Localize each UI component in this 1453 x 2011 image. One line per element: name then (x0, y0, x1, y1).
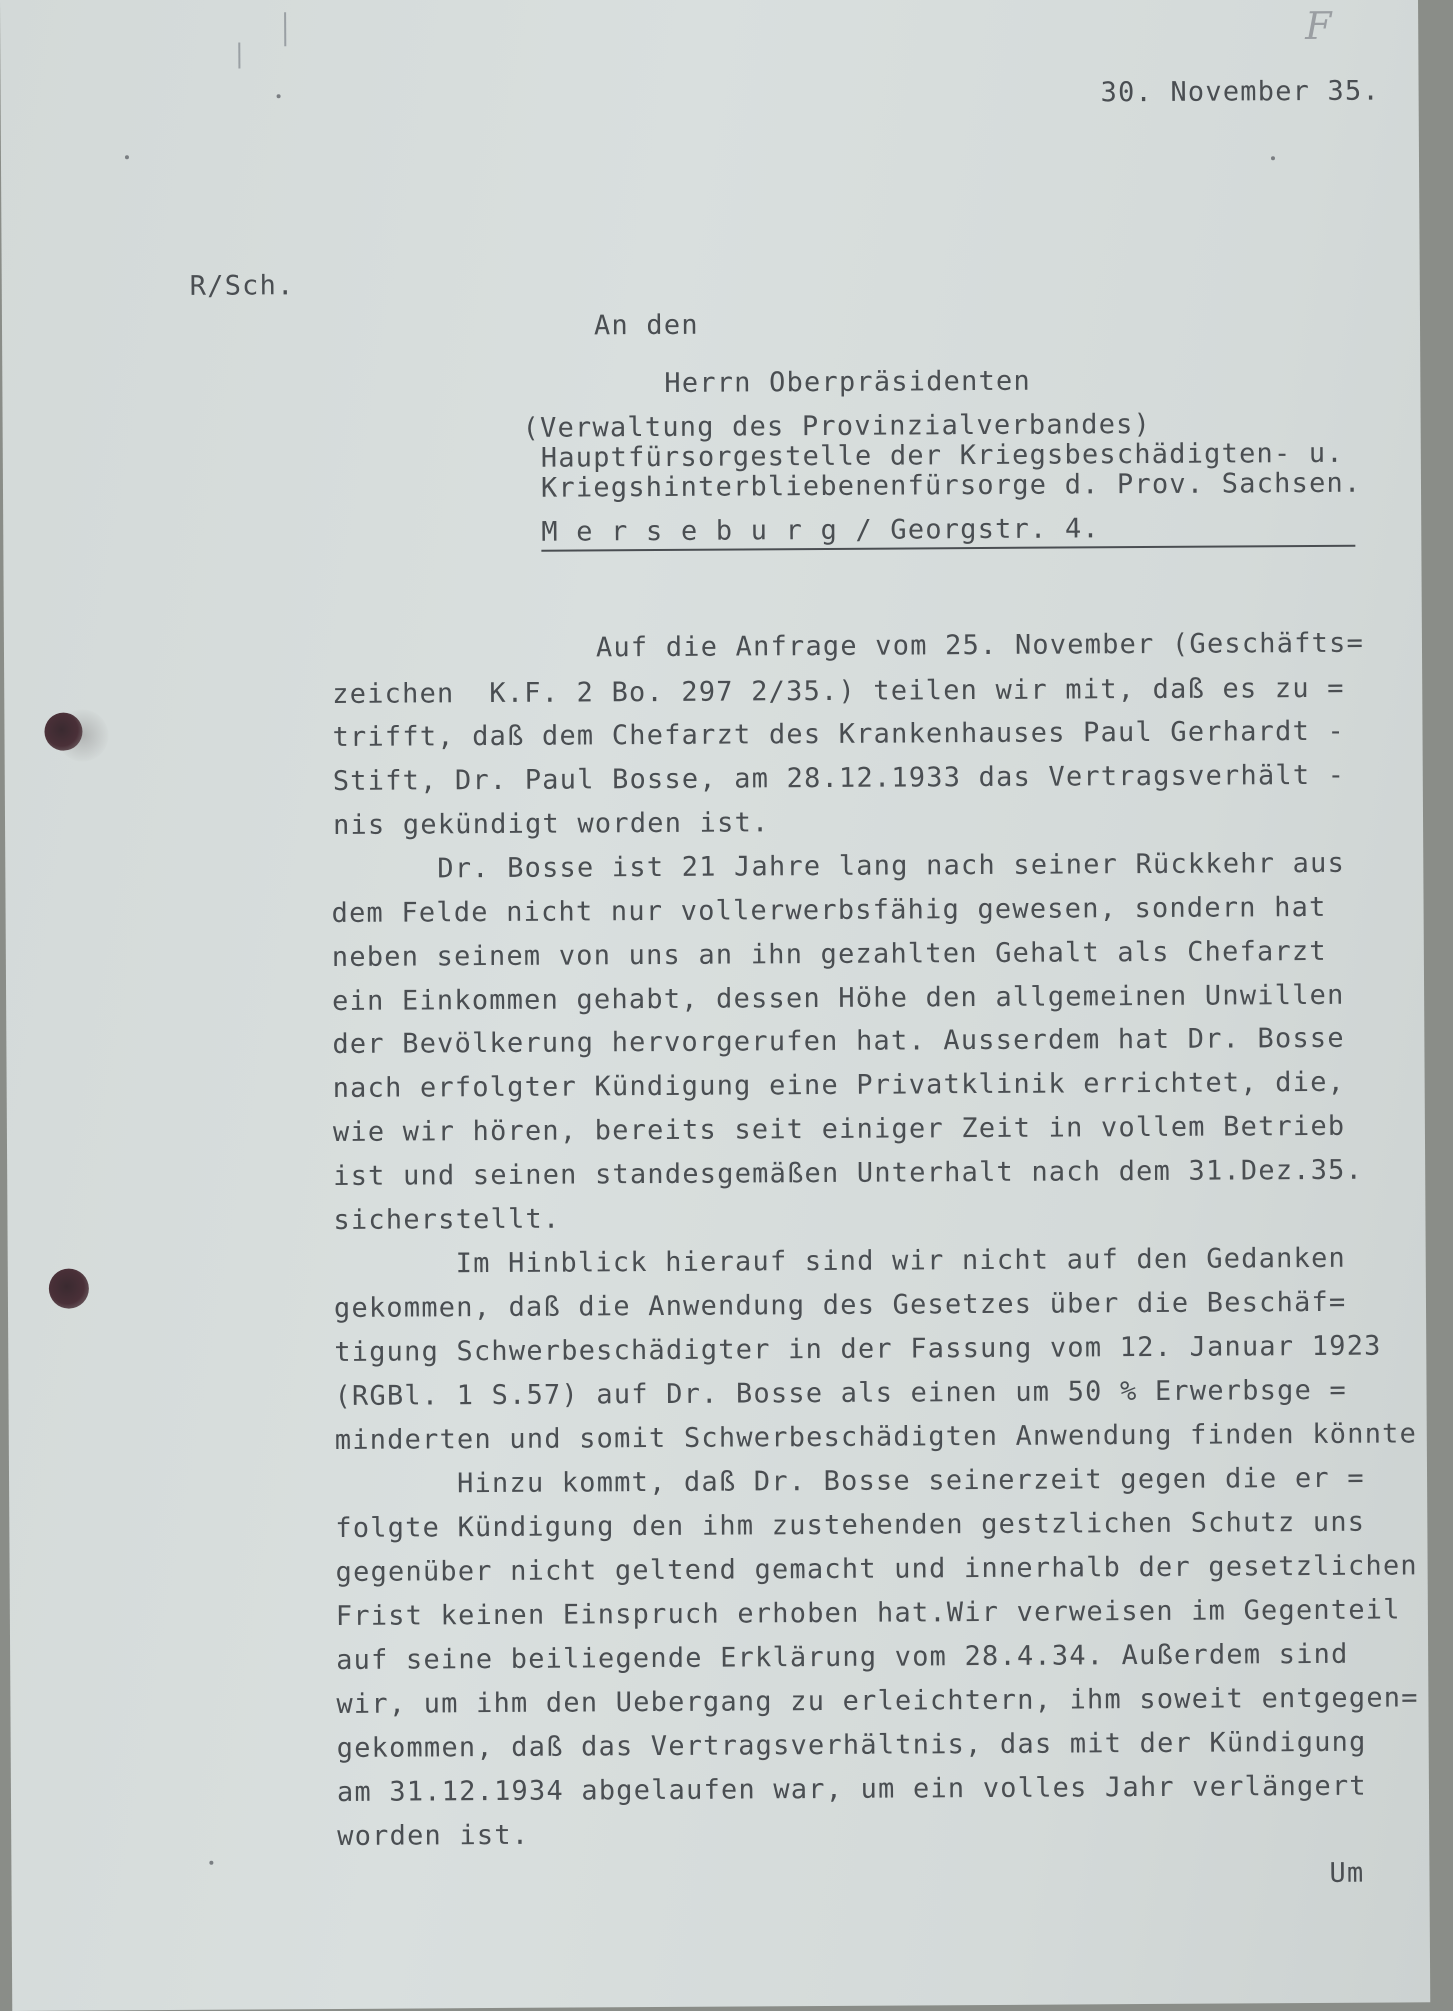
body-line: Frist keinen Einspruch erhoben hat.Wir verweisen im Gegenteil (335, 1594, 1401, 1632)
body-line: Im Hinblick hierauf sind wir nicht auf den Gedanken (455, 1242, 1347, 1280)
body-line: Dr. Bosse ist 21 Jahre lang nach seiner Rückkehr aus (437, 847, 1346, 885)
body-line: Auf die Anfrage vom 25. November (Geschäfts= (595, 627, 1365, 664)
catchword: Um (1329, 1857, 1365, 1889)
letter-date: 30. November 35. (1100, 75, 1380, 109)
body-line: sicherstellt. (333, 1203, 561, 1236)
body-line: minderten und somit Schwerbeschädigten Anwendung finden könnte (334, 1418, 1418, 1456)
body-line: am 31.12.1934 abgelaufen war, um ein volles Jahr verlängert (336, 1770, 1367, 1808)
body-line: der Bevölkerung hervorgerufen hat. Ausserdem hat Dr. Bosse (332, 1022, 1345, 1060)
address-line-2: Hauptfürsorgestelle der Kriegsbeschädigten- u. (540, 437, 1344, 474)
address-city-line: M e r s e b u r g / Georgstr. 4. (541, 514, 1355, 552)
body-line: Hinzu kommt, daß Dr. Bosse seinerzeit gegen die er = (456, 1462, 1365, 1500)
punch-hole (49, 1268, 89, 1308)
scratch-mark (238, 43, 240, 69)
body-line: wir, um ihm den Uebergang zu erleichtern, ihm soweit entgegen= (336, 1682, 1419, 1720)
body-line: ein Einkommen gehabt, dessen Höhe den allgemeinen Unwillen (332, 979, 1345, 1017)
pencil-mark: F (1305, 3, 1332, 49)
address-recipient: Herrn Oberpräsidenten (664, 365, 1032, 399)
address-salutation: An den (593, 309, 699, 342)
body-line: trifft, daß dem Chefarzt des Krankenhauses Paul Gerhardt - (332, 715, 1346, 753)
punch-hole (44, 713, 82, 751)
body-line: tigung Schwerbeschädigter in der Fassung vom 12. Januar 1923 (334, 1330, 1382, 1368)
body-line: (RGBl. 1 S.57) auf Dr. Bosse als einen um 50 % Erwerbsge = (334, 1374, 1348, 1412)
body-line: ist und seinen standesgemäßen Unterhalt nach dem 31.Dez.35. (333, 1154, 1364, 1192)
body-line: zeichen K.F. 2 Bo. 297 2/35.) teilen wir mit, daß es zu = (332, 672, 1345, 710)
body-line: wie wir hören, bereits seit einiger Zeit in vollem Betrieb (332, 1110, 1346, 1148)
body-line: folgte Kündigung den ihm zustehenden gestzlichen Schutz uns (335, 1506, 1366, 1544)
address-line-3: Kriegshinterbliebenenfürsorge d. Prov. Sachsen. (540, 467, 1362, 504)
speck (277, 94, 281, 98)
body-line: Stift, Dr. Paul Bosse, am 28.12.1933 das Vertragsverhält - (332, 759, 1346, 797)
body-line: dem Felde nicht nur vollerwerbsfähig gewesen, sondern hat (331, 891, 1327, 929)
speck (1271, 156, 1275, 160)
speck (125, 155, 129, 159)
body-line: gekommen, daß das Vertragsverhältnis, das mit der Kündigung (336, 1726, 1367, 1764)
scratch-mark (284, 12, 286, 46)
body-line: neben seinem von uns an ihn gezahlten Gehalt als Chefarzt (331, 935, 1327, 973)
body-line: gegenüber nicht geltend gemacht und innerhalb der gesetzlichen (335, 1550, 1418, 1588)
body-line: auf seine beiliegende Erklärung vom 28.4.34. Außerdem sind (336, 1638, 1349, 1676)
address-line-1: (Verwaltung des Provinzialverbandes) (522, 408, 1152, 444)
reference-code: R/Sch. (189, 270, 295, 302)
body-line: worden ist. (337, 1819, 530, 1852)
speck (209, 1861, 213, 1865)
body-line: gekommen, daß die Anwendung des Gesetzes über die Beschäf= (333, 1286, 1347, 1324)
body-line: nis gekündigt worden ist. (332, 807, 770, 841)
body-line: nach erfolgter Kündigung eine Privatklinik errichtet, die, (332, 1066, 1346, 1104)
